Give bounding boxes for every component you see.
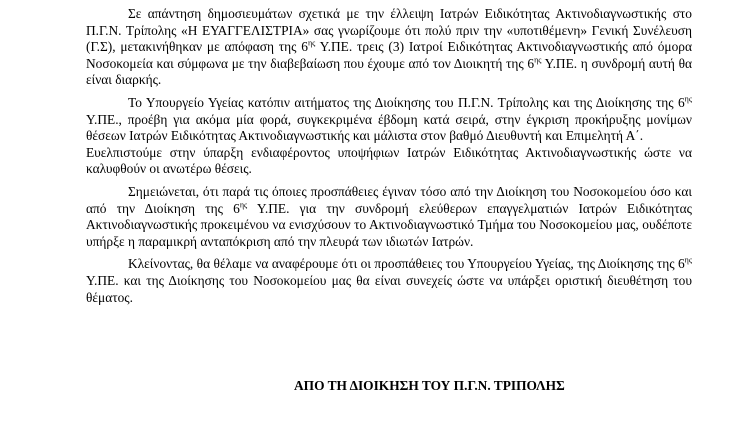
text-segment: Υ.ΠΕ. για την συνδρομή ελεύθερων επαγγελματιών Ιατρών Ειδικότητας Ακτινοδιαγνωστικής προκειμένου να ενισχύσουν το Ακτινοδιαγνωστικό Τμήμα του Νοσοκομείου μας, ουδέποτε υπήρξε η παραμικρή ανταπόκριση από την πλευρά των ιδιωτών Ιατρών.: [86, 200, 692, 249]
superscript-ordinal: ης: [684, 94, 692, 104]
signature-line: ΑΠΟ ΤΗ ΔΙΟΙΚΗΣΗ ΤΟΥ Π.Γ.Ν. ΤΡΙΠΟΛΗΣ: [294, 378, 565, 393]
paragraph-private-doctors-note: [86, 184, 692, 250]
superscript-ordinal: ης: [239, 200, 248, 210]
text-segment: Σημειώνεται, ότι παρά τις όποιες προσπάθειες έγιναν τόσο από την Διοίκηση του Νοσοκομείου όσο και από την Διοίκηση της 6: [86, 183, 692, 216]
paragraph-closing: [86, 256, 692, 306]
text-segment: Σε απάντηση δημοσιευμάτων σχετικά με την έλλειψη Ιατρών Ειδικότητας Ακτινοδιαγνωστικής στο Π.Γ.Ν. Τρίπολης «Η ΕΥΑΓΓΕΛΙΣΤΡΙΑ» σας γνωρίζουμε ότι πολύ πριν την «υποτιθέμενη» Γενική Συνέλευση (Γ.Σ), μετακινήθηκαν με απόφαση της 6: [86, 6, 692, 55]
text-segment: Υ.ΠΕ. η συνδρομή αυτή θα είναι διαρκής.: [86, 55, 692, 88]
superscript-ordinal: ης: [684, 255, 692, 265]
document-body: [86, 6, 692, 306]
text-segment: Υ.ΠΕ. τρεις (3) Ιατροί Ειδικότητας Ακτινοδιαγνωστικής από όμορα Νοσοκομεία και σύμφωνα με την διαβεβαίωση που έχουμε από τον Διοικητή της 6: [86, 39, 692, 71]
paragraph-response-to-publications: [86, 6, 692, 89]
paragraph-ministry-approval: [86, 95, 692, 145]
text-segment: Ευελπιστούμε στην ύπαρξη ενδιαφέροντος υποψήφιων Ιατρών Ειδικότητας Ακτινοδιαγνωστικής ώστε να καλυφθούν οι ανωτέρω θέσεις.: [86, 144, 692, 177]
text-segment: Υ.ΠΕ. και της Διοίκησης του Νοσοκομείου μας θα είναι συνεχείς ώστε να υπάρξει οριστική διευθέτηση του θέματος.: [86, 272, 692, 305]
superscript-ordinal: ης: [534, 55, 542, 65]
text-segment: Υ.ΠΕ., προέβη για ακόμα μία φορά, συγκεκριμένα έβδομη κατά σειρά, στην έγκριση προκήρυξης μονίμων θέσεων Ιατρών Ειδικότητας Ακτινοδιαγνωστικής και μάλιστα στον βαθμό Διευθυντή και Επιμελητή Α΄.: [86, 111, 692, 144]
text-segment: Το Υπουργείο Υγείας κατόπιν αιτήματος της Διοίκησης του Π.Γ.Ν. Τρίπολης και της Διοίκησης της 6: [128, 94, 685, 110]
paragraph-hope-for-candidates: [86, 145, 692, 178]
text-segment: Κλείνοντας, θα θέλαμε να αναφέρουμε ότι οι προσπάθειες του Υπουργείου Υγείας, της Διοίκησης της 6: [128, 256, 685, 272]
superscript-ordinal: ης: [307, 38, 316, 48]
